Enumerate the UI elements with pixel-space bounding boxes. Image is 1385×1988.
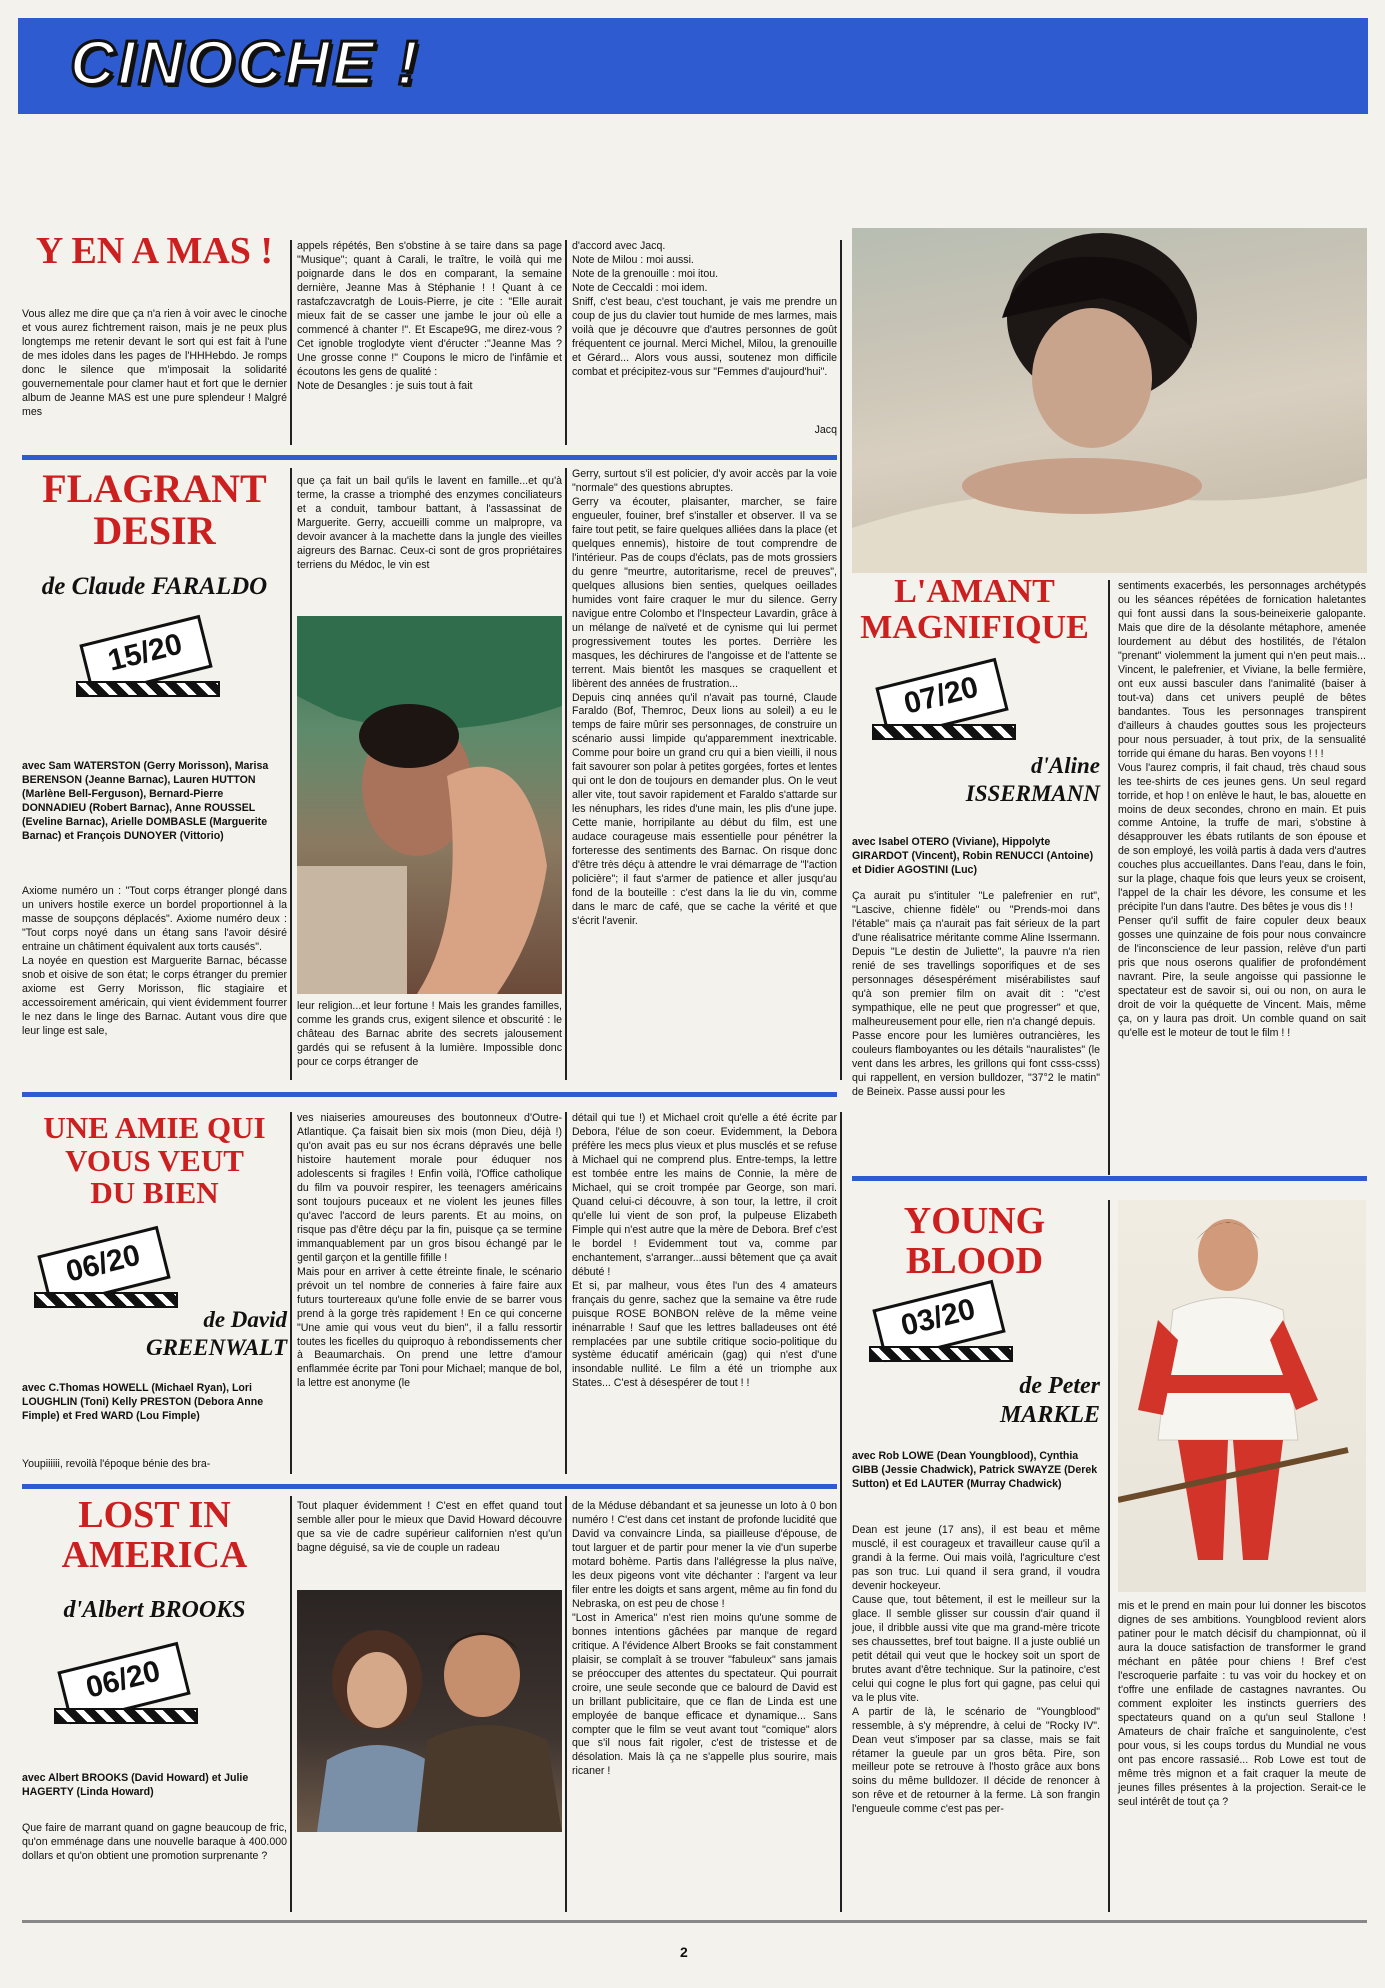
page-bottom-rule: [22, 1920, 1367, 1923]
director-byline: [960, 1372, 1100, 1430]
article-text: ves niaiseries amoureuses des boutonneux d'Outre-Atlantique. Ça faisait bien six mois (mon Dieu, déjà !) qu'on avait pas eu sur nos écrans dépravés une belle histoire hautement morale pour éduquer nos adolescents si fragiles ! Enfin voilà, l'Office catholique du film va pouvoir respirer, les teenagers américains sont toujours puceaux et ne violent les jeunes filles qu'avec l'accord de leurs parents. Et au moins, on risque pas d'être déçu par la fin, puisque ça se termine immanquablement par un gros bisou échangé par le gentil garçon et la gentille fifille ! Mais pour en arriver à cette étreinte finale, le scénario prévoit un tel nombre de conneries à faire faire aux futurs tourtereaux qu'une folle envie de se barrer vous prend à la gorge très rapidement ! En ce qui concerne "Une amie qui vous veut du bien", il a fallu ressortir toutes les ficelles du quiproquo à rebondissements cher à Beaumarchais. On prend une lettre d'amour enflammée écrite par Toni pour Michael; manque de bol, la lettre est anonyme (le: [297, 1112, 562, 1390]
byline-line: de David: [203, 1307, 287, 1332]
section-rule: [22, 1484, 837, 1489]
rating-clapperboard: [858, 668, 1008, 738]
article-text: Dean est jeune (17 ans), il est beau et même musclé, il est courageux et travailleur cause qu'il a grandi à la ferme. Oui mais voilà, l'agriculture c'est pas son truc. Lui quand il sera grand, il voudra devenir hockeyeur. Cause que, tout bêtement, il est le meilleur sur la glace. Il semble glisser sur coussin d'air quand il joue, il dribble aussi vite que ma grand-mère tricote ses chaussettes, bref tout baigne. Il a juste oublié un petit détail qui veut que le hockey soit un sport de brutes avant d'être technique. Sur la patinoire, c'est celui qui cogne le plus fort qui gagne, pas celui qui va le plus vite. A partir de là, le scénario de "Youngblood" ressemble, à s'y méprendre, à celui de "Rocky IV". Dean veut s'imposer par sa classe, mais se fait rétamer la gueule par un gros bêta. Pire, son meilleur pote se retrouve à l'hosto grâce aux bons soins du même bulldozer. Il décide de renoncer à son rêve et de retourner à la ferme. Là son frangin l'engueule comme c'est pas per-: [852, 1524, 1100, 1816]
cast-credits: avec Albert BROOKS (David Howard) et Julie HAGERTY (Linda Howard): [22, 1772, 249, 1798]
byline-line: MARKLE: [999, 1401, 1100, 1428]
column-divider: [565, 240, 567, 445]
section-title: CINOCHE !: [70, 29, 421, 98]
title-line: LOST IN: [78, 1494, 231, 1536]
column-divider: [565, 468, 567, 1080]
section-rule: [22, 455, 837, 460]
byline-line: d'Aline: [1030, 753, 1100, 778]
article-title: Y EN A MAS !: [35, 230, 274, 272]
clapper-stripe: [869, 1346, 1013, 1362]
article-text: Youpiiiiii, revoilà l'époque bénie des bra-: [22, 1458, 211, 1470]
film-still-image: [297, 1590, 562, 1832]
title-line: VOUS VEUT: [65, 1142, 244, 1178]
rating-score: 03/20: [897, 1292, 979, 1343]
article-title: [852, 1202, 1097, 1282]
column-divider: [290, 1496, 292, 1912]
article-title: [852, 574, 1097, 645]
rating-clapperboard: [62, 625, 212, 695]
byline-line: ISSERMANN: [965, 780, 1100, 806]
title-line: BLOOD: [905, 1239, 1044, 1282]
column-divider: [565, 1112, 567, 1474]
cast-credits: avec Isabel OTERO (Viviane), Hippolyte GIRARDOT (Vincent), Robin RENUCCI (Antoine) et Didier AGOSTINI (Luc): [852, 836, 1094, 876]
cast-credits: avec Sam WATERSTON (Gerry Morisson), Marisa BERENSON (Jeanne Barnac), Lauren HUTTON (Marlène Bell-Ferguson), Bernard-Pierre DONNADIEU (Robert Barnac), Anne ROUSSEL (Eveline Barnac), Arielle DOMBASLE (Marguerite Barnac) et François DUNOYER (Vittorio): [22, 760, 269, 842]
cast-credits: avec Rob LOWE (Dean Youngblood), Cynthia GIBB (Jessie Chadwick), Patrick SWAYZE (Derek Sutton) et Ed LAUTER (Murray Chadwick): [852, 1450, 1098, 1490]
column-divider: [290, 468, 292, 1080]
director-byline: [960, 752, 1100, 807]
rating-clapperboard: [20, 1236, 170, 1306]
title-line: DU BIEN: [90, 1175, 219, 1211]
rating-score: 06/20: [82, 1654, 164, 1705]
column-divider: [840, 240, 842, 1080]
clapper-stripe: [54, 1708, 198, 1724]
article-title: [22, 1496, 287, 1576]
article-text: que ça fait un bail qu'ils le lavent en famille...et qu'à terme, la crasse a triomphé des enzymes conciliateurs et a conduit, tambour battant, à l'assassinat de Marguerite. Gerry, accueilli comme un malpropre, va devoir avancer à la machette dans la jungle des vieilles aigreurs des Barnac. Ceux-ci sont de gros propriétaires terriens du Médoc, le vin est: [297, 475, 562, 571]
byline-line: de Peter: [1019, 1373, 1100, 1399]
section-rule: [22, 1092, 837, 1097]
column-divider: [1108, 580, 1110, 1175]
column-divider: [290, 1112, 292, 1474]
rating-score: 07/20: [900, 670, 982, 721]
column-divider: [290, 240, 292, 445]
title-line: DESIR: [93, 508, 216, 553]
section-rule: [852, 1176, 1367, 1181]
article-text: Gerry, surtout s'il est policier, d'y avoir accès par la voie "normale" des questions abruptes. Gerry va écouter, plaisanter, marcher, se faire engueuler, fouiner, bref s'installer et observer. Il va se faire tout petit, se faire quelques alliées dans la place (et quelques ennemis), histoire de tout comprendre de l'intérieur. Pas de coups d'éclats, pas de mots grossiers du genre "meurtre, autoritarisme, recel de preuves", quelques allusions bien senties, quelques oeillades humides vont faire craquer le mur du silence. Gerry navigue entre Colombo et l'Inspecteur Lavardin, grâce à un mélange de naïveté et de cynisme qui lui permet progressivement toutes les portes. Derrière les masques, les déchirures de l'angoisse et de l'attente se terrent. Mais bientôt les masques se craquellent et libèrent des années de frustration... Depuis cinq années qu'il n'avait pas tourné, Claude Faraldo (Bof, Themroc, Deux lions au soleil) a eu le temps de faire mûrir ses personnages, de construire un scénario aussi limpide qu'apparemment inextricable. Comme pour boire un grand cru qui a bien vieilli, il nous fait savourer son polar à petites gorgées, fortes et lentes qui ont le don de toujours en demander plus. On le veut aller vite, tout savoir rapidement et Faraldo s'attarde sur les nénuphars, les rides d'une main, les plis d'une jupe. Cette manie, horripilante au début du film, est une audace courageuse mais essentielle pour pénétrer la forteresse des sentiments des Barnac. On risque donc d'être très déçu à attendre le vrai démarrage de "l'action policière"; il faut s'armer de patience et aller jusqu'au fond de la bouteille : c'est dans la lie du vin, comme dans le marc de café, que se cache la vérité et que s'écrit l'avenir.: [572, 468, 837, 927]
cast-credits: avec C.Thomas HOWELL (Michael Ryan), Lori LOUGHLIN (Toni) Kelly PRESTON (Debora Anne Fimple) et Fred WARD (Lou Fimple): [22, 1382, 264, 1422]
film-still-photo: [297, 616, 562, 994]
film-still-image: [1118, 1200, 1366, 1592]
article-text: mis et le prend en main pour lui donner les biscotos dignes de ses ambitions. Youngblood revient alors patiner pour le match décisif du championnat, où il aura la douce satisfaction de transformer le grand méchant en pâtée pour chiens ! Bref c'est l'escroquerie parfaite : tu vas voir du hockey et on t'offre une enfilade de castagnes navrantes. Ou comment exploiter les instincts guerriers des spectateurs quand on a qu'un seul Stallone ! Amateurs de chair fraîche et sanguinolente, c'est pour vous, si les coups tordus du Mundial ne vous ont pas encore rassasié... Rob Lowe est tout de même très mignon et a fait craquer la meute de jeunes filles présentes à la projection. Serait-ce le seul intérêt de tout ça ?: [1118, 1600, 1366, 1808]
title-line: YOUNG: [903, 1200, 1046, 1242]
title-line: UNE AMIE QUI: [43, 1110, 266, 1145]
article-text: appels répétés, Ben s'obstine à se taire dans sa page "Musique"; quant à Carali, le traître, le voilà qui me poignarde dans le dos en comparant, la semaine dernière, Jeanne Mas à Stéphanie ! ! Quant à ce rastafczavcratgh de Louis-Pierre, je cite : "Elle aurait mieux fait de se casser une jambe le jour où elle a commencé à chanter !". Et Escape9G, me direz-vous ? Cet ignoble troglodyte vient d'éructer :"Jeanne Mas ? Une grosse conne !" Coupons le micro de l'infâmie et écoutons les gens de qualité : Note de Desangles : je suis tout à fait: [297, 240, 562, 392]
rating-clapperboard: [40, 1652, 190, 1722]
article-text: Ça aurait pu s'intituler "Le palefrenier en rut", "Lascive, chienne fidèle" ou "Prends-moi dans l'étable" mais ça n'aurait pas fait sérieux de la part d'une réalisatrice méritante comme Aline Issermann. Depuis "Le destin de Juliette", la pauvre n'a rien renié de ses travellings soporifiques et de ses personnages désespérément misérabilistes sauf qu'à son premier film on avait dit : "c'est sympathique, elle ne peut que progresser" et que, malheureusement pour elle, rien n'a changé depuis. Passe encore pour les lumières outrancières, les couleurs flamboyantes ou les détails "nauralistes" (le vent dans les arbres, les grillons qui font csss-csss) qui rappellent, en version bulldozer, "37°2 le matin" de Beineix. Passe aussi pour les: [852, 890, 1100, 1098]
column-divider: [565, 1496, 567, 1912]
article-text: Tout plaquer évidemment ! C'est en effet quand tout semble aller pour le mieux que David Howard découvre que sa vie de cadre supérieur californien n'est qu'un bagne déguisé, sa vie de couple un radeau: [297, 1500, 562, 1554]
article-title: [22, 1112, 287, 1210]
film-still-photo: [1118, 1200, 1366, 1592]
article-text: détail qui tue !) et Michael croit qu'elle a été écrite par Debora, l'élue de son coeur. Evidemment, la Debora préfère les mecs plus vieux et plus musclés et se refuse à Michael qui ne comprend plus. Entre-temps, la lettre est tombée entre les mains de Connie, la mère de Michael, qui se croit trompée par George, son mari. Quand celui-ci découvre, à son tour, la lettre, il croit qu'elle lui vient de son prof, la pulpeuse Elizabeth Fimple qui n'est autre que la mère de Debora. Bref c'est le bordel ! Evidemment tout va, comme par enchantement, s'arranger...aussi bêtement que ça avait débuté ! Et si, par malheur, vous êtes l'un des 4 amateurs français du genre, sachez que la semaine va être rude puisque ROSE BONBON relève de la même veine inénarrable ! Sauf que les lettres balladeuses ont été remplacées par une subtile critique socio-politique du système éducatif américain (gag) qui n'est d'une insondable nullité. Le film a été un triomphe aux States... C'est à désespérer de tout ! !: [572, 1112, 837, 1390]
article-text: leur religion...et leur fortune ! Mais les grandes familles, comme les grands crus, exigent silence et obscurité : le château des Barnac abrite des secrets jalousement gardés qui se refusent à la lumière. Impossible donc pour ce corps étranger de: [297, 1000, 562, 1068]
title-line: L'AMANT: [894, 573, 1055, 610]
title-line: MAGNIFIQUE: [860, 608, 1089, 646]
article-text: sentiments exacerbés, les personnages archétypés ou les séances répétées de fornication haletantes qui font aussi dans la sous-beineixerie galopante. Mais que dire de la désolante métaphore, amenée lourdement au début des hostilités, de l'étalon "prenant" violemment la jument qui n'en peut mais... Vincent, le palefrenier, et Viviane, la belle fermière, ont eux aussi basculer dans l'animalité (baiser à tout-va) dans cet univers peuplé de bêtes bandantes. Tous les personnages transpirent d'ailleurs à chaudes gouttes sous les projecteurs pour nous persuader, à tout prix, de la sensualité torride qui émane du haras. Ben voyons ! ! ! Vous l'aurez compris, il fait chaud, très chaud sous les tee-shirts de ces jeunes gens. Un seul regard torride, et hop ! on enlève le haut, le bas, alouette en moins de deux secondes, chrono en main. Et puis comme Antoine, la truffe de mari, s'obstine à désapprouver les ébats rutilants de son épouse et de son employé, les voilà partis à dada vers d'autres couches plus accueillantes. Dans l'eau, dans le foin, sur la plage, chaque fois que leurs yeux se croisent, l'appel de la chair les dévore, les consume et les précipite l'un dans l'autre. Des bêtes je vous dis ! ! Penser qu'il suffit de faire copuler deux beaux gosses une quinzaine de fois pour nous convaincre de l'inconscience de leur passion, relève d'un parti pris que nous oserons qualifier de profondément navrant. Pire, la seule angoisse qui passionne le spectateur est de savoir si, oui ou non, on aura le droit de voir la quéquette de Vincent. Mais, même ça, on y laura pas droit. Un comble quand on sait qu'elle est le moteur de tout le film ! !: [1118, 580, 1366, 1039]
director-byline: d'Albert BROOKS: [63, 1597, 246, 1623]
clapper-stripe: [872, 724, 1016, 740]
byline-line: GREENWALT: [145, 1334, 287, 1360]
author-signature: Jacq: [814, 424, 837, 436]
section-banner: [18, 18, 1368, 114]
rating-score: 06/20: [62, 1238, 144, 1289]
article-title: [22, 468, 287, 552]
column-divider: [840, 1112, 842, 1912]
film-still-image: [297, 616, 562, 994]
title-line: AMERICA: [61, 1533, 248, 1576]
article-text: de la Méduse débandant et sa jeunesse un loto à 0 bon numéro ! C'est dans cet instant de profonde lucidité que David va convaincre Linda, sa piailleuse d'épouse, de tout larguer et de partir pour mener la vie d'un superbe motard bohème. Partis dans l'allégresse la plus naïve, les deux pigeons vont vite déchanter : l'argent va leur filer entre les doigts et sans argent, même au fin fond du Nebraska, on est peu de chose ! "Lost in America" n'est rien moins qu'une somme de bonnes intentions gâchées par manque de regard critique. A l'évidence Albert Brooks se fait constamment plaisir, se complaît à se trouver "fabuleux" sans jamais se préoccuper des attentes du spectateur. Qui pourrait croire, une seule seconde que ce balourd de David est un brillant publicitaire, que ce flan de Linda est une employée de banque efficace et dynamique... Sans compter que le film se veut avant tout "comique" alors que s'il nous fait rigoler, c'est de tristesse et de désolation. Mais là ça ne s'appelle plus sourire, mais ricaner !: [572, 1500, 837, 1778]
film-still-photo: [852, 228, 1367, 573]
rating-clapperboard: [855, 1290, 1005, 1360]
article-text: Axiome numéro un : "Tout corps étranger plongé dans un univers hostile exerce un bordel proportionnel à la masse de soupçons déplacés". Axiome numéro deux : "Tout corps noyé dans un étang sans l'avoir désiré entraine un châtiment équivalent aux torts causés". La noyée en question est Marguerite Barnac, bécasse snob et oisive de son état; le corps étranger du premier axiome est Gerry Morisson, flic stagiaire et accessoirement américain, qui vient évidemment fourrer le nez dans le linge des Barnac. Autant vous dire que leur linge est sale,: [22, 885, 287, 1037]
article-text: d'accord avec Jacq. Note de Milou : moi aussi. Note de la grenouille : moi itou. Note de Ceccaldi : moi idem. Sniff, c'est beau, c'est touchant, je vais me prendre un coup de jus du clavier tout humide de mes larmes, mais voilà que je découvre que d'autres personnes de goût fréquentent ce journal. Merci Michel, Milou, la grenouille et Gérard... Alors vous aussi, soutenez mon difficile combat et précipitez-vous sur "Femmes d'aujourd'hui".: [572, 240, 837, 378]
article-text: Vous allez me dire que ça n'a rien à voir avec le cinoche et vous aurez fichtrement raison, mais je ne peux plus longtemps me retenir devant le sort qui est fait à l'une de mes idoles dans les pages de l'HHHebdo. Je romps donc le silence que m'imposait la solidarité gouvernementale pour clamer haut et fort que le dernier album de Jeanne MAS est une pure splendeur ! Malgré mes: [22, 308, 287, 418]
page-number: 2: [680, 1944, 688, 1960]
director-byline: [130, 1306, 287, 1361]
article-text: Que faire de marrant quand on gagne beaucoup de fric, qu'on emménage dans une nouvelle baraque à 400.000 dollars et qu'on obtient une promotion surprenante ?: [22, 1822, 287, 1862]
title-line: FLAGRANT: [42, 466, 267, 511]
rating-score: 15/20: [104, 627, 186, 678]
director-byline: de Claude FARALDO: [41, 573, 268, 600]
column-divider: [1108, 1200, 1110, 1912]
film-still-photo: [297, 1590, 562, 1832]
film-still-image: [852, 228, 1367, 573]
clapper-stripe: [76, 681, 220, 697]
